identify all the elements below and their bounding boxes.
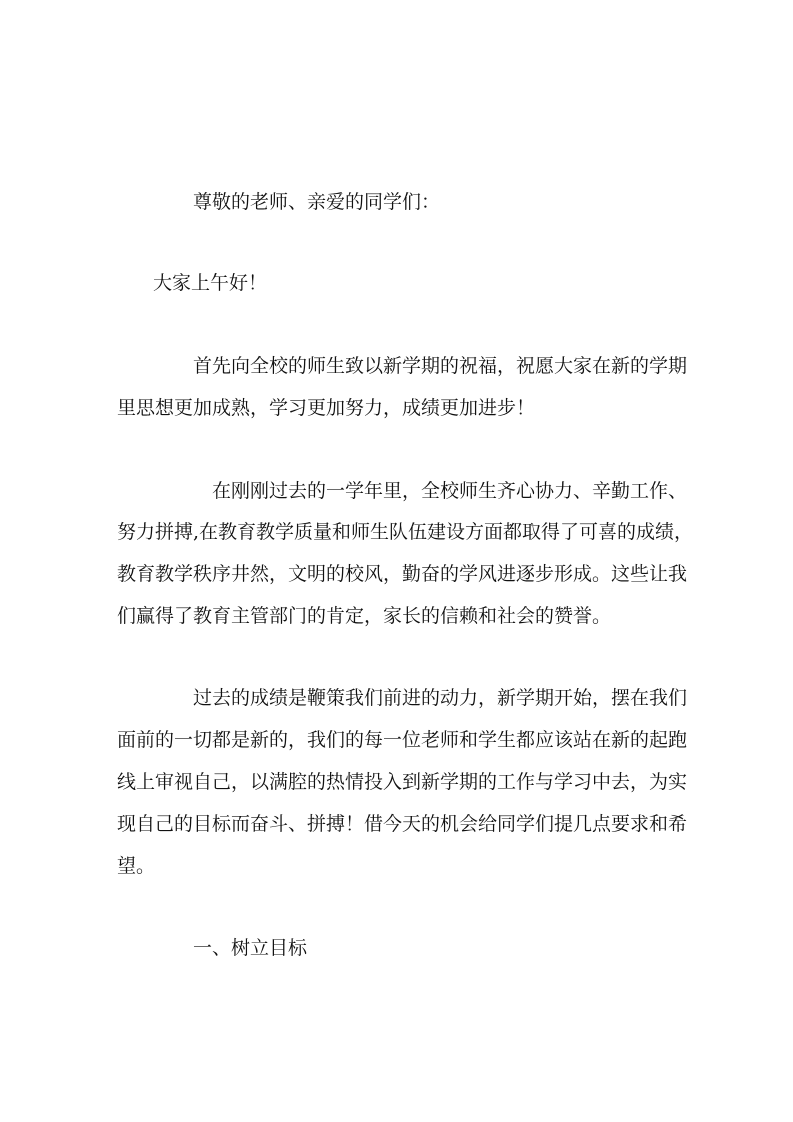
paragraph-line: 努力拼搏,在教育教学质量和师生队伍建设方面都取得了可喜的成绩，: [117, 521, 694, 543]
paragraph-line: 线上审视自己，以满腔的热情投入到新学期的工作与学习中去，为实: [117, 771, 688, 793]
paragraph-line: 教育教学秩序井然，文明的校风，勤奋的学风进逐步形成。这些让我: [117, 563, 688, 585]
paragraph-line: 们赢得了教育主管部门的肯定，家长的信赖和社会的赞誉。: [117, 605, 612, 627]
paragraph-line: 现自己的目标而奋斗、拼搏！借今天的机会给同学们提几点要求和希: [117, 813, 688, 835]
section-heading: 一、树立目标: [193, 937, 308, 959]
salutation: 尊敬的老师、亲爱的同学们：: [193, 191, 441, 213]
paragraph-line: 望。: [117, 855, 156, 877]
paragraph-line: 面前的一切都是新的，我们的每一位老师和学生都应该站在新的起跑: [117, 729, 688, 751]
paragraph-line: 在刚刚过去的一学年里，全校师生齐心协力、辛勤工作、: [212, 480, 688, 502]
paragraph-line: 首先向全校的师生致以新学期的祝福，祝愿大家在新的学期: [193, 355, 688, 377]
paragraph-line: 里思想更加成熟，学习更加努力，成绩更加进步！: [117, 397, 536, 419]
paragraph-line: 过去的成绩是鞭策我们前进的动力，新学期开始，摆在我们: [193, 687, 688, 709]
greeting: 大家上午好！: [153, 272, 268, 294]
